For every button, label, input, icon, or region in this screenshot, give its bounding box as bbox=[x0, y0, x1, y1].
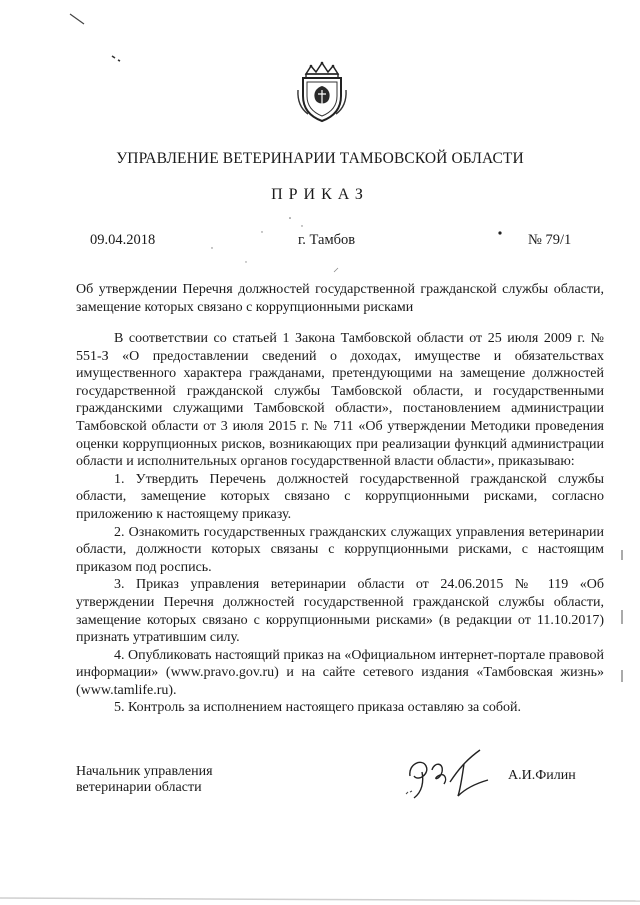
signatory-position bbox=[76, 764, 213, 796]
document-date: 09.04.2018 bbox=[90, 232, 156, 248]
signatory-name: А.И.Филин bbox=[508, 768, 576, 783]
document-body bbox=[76, 330, 604, 717]
coat-of-arms-icon bbox=[294, 60, 350, 124]
order-item-4: 4. Опубликовать настоящий приказ на «Официальном интернет-портале правовой информации» (www.pravo.gov.ru) и на сайте сетевого издания «Тамбовская жизнь» (www.tamlife.ru). bbox=[76, 647, 604, 698]
order-item-1: 1. Утвердить Перечень должностей государственной гражданской службы области, замещение которых связано с коррупционными рисками, согласно приложению к настоящему приказу. bbox=[76, 471, 604, 522]
handwritten-signature-icon bbox=[404, 746, 496, 802]
signatory-position-line-1: Начальник управления bbox=[76, 764, 213, 779]
organization-heading: УПРАВЛЕНИЕ ВЕТЕРИНАРИИ ТАМБОВСКОЙ ОБЛАСТИ bbox=[116, 150, 524, 167]
preamble-paragraph: В соответствии со статьей 1 Закона Тамбовской области от 25 июля 2009 г. № 551-З «О предоставлении сведений о доходах, имуществе и обязательствах имущественного характера гражданами, претендующими на замещение должностей государственной гражданской службы Тамбовской области, и государственными гражданскими служащими Тамбовской области», постановлением администрации Тамбовской области от 3 июля 2015 г. № 711 «Об утверждении Методики проведения оценки коррупционных рисков, возникающих при реализации функций администрации области и исполнительных органов государственной власти области», приказываю: bbox=[76, 331, 604, 470]
document-number: № 79/1 bbox=[528, 232, 572, 248]
document-title: ПРИКАЗ bbox=[271, 186, 369, 203]
document-subject: Об утверждении Перечня должностей государственной гражданской службы области, замещение которых связано с коррупционными рисками bbox=[76, 282, 604, 315]
order-item-2: 2. Ознакомить государственных гражданских служащих управления ветеринарии области, должности которых связаны с коррупционными рисками, с настоящим приказом под роспись. bbox=[76, 524, 604, 575]
signatory-position-line-2: ветеринарии области bbox=[76, 780, 202, 795]
document-city: г. Тамбов bbox=[298, 232, 356, 248]
order-item-5: 5. Контроль за исполнением настоящего приказа оставляю за собой. bbox=[114, 700, 522, 716]
order-item-3: 3. Приказ управления ветеринарии области от 24.06.2015 № 119 «Об утверждении Перечня должностей государственной гражданской службы области, замещение которых связано с коррупционными рисками» (в редакции от 11.10.2017) признать утратившим силу. bbox=[76, 577, 604, 646]
